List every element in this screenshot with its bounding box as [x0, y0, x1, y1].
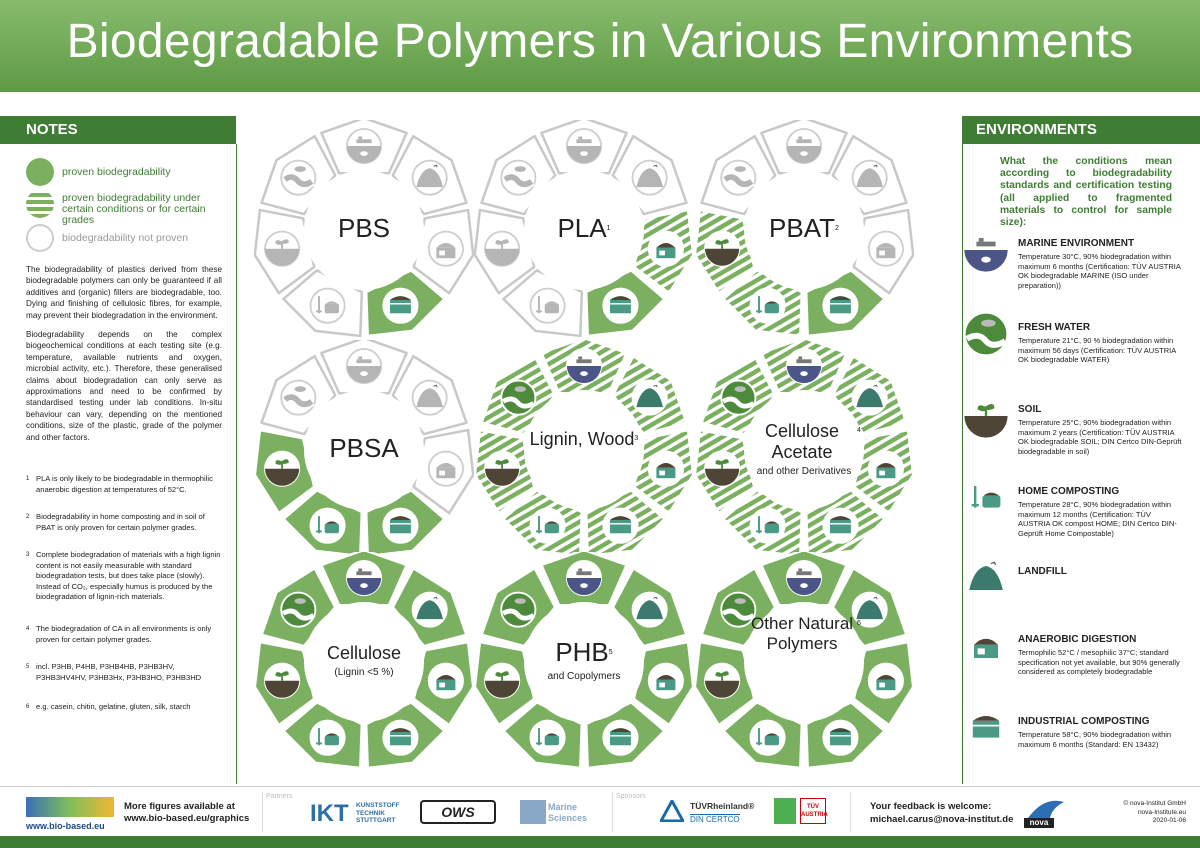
fresh-icon	[721, 161, 755, 195]
nova-site: nova-Institute.eu	[1137, 808, 1186, 816]
polymer-label	[694, 614, 914, 653]
industrial-icon	[823, 289, 857, 323]
tuv-rheinland-text: TÜVRheinland®	[690, 801, 755, 811]
landfill-icon	[413, 161, 447, 195]
fresh-icon	[281, 593, 315, 627]
polymer-name: Cellulose	[326, 643, 402, 664]
marine-icon	[347, 561, 381, 595]
polymer-wheel-graphic	[474, 340, 694, 560]
footnote	[26, 550, 222, 603]
industrial-icon	[383, 289, 417, 323]
landfill-icon	[413, 381, 447, 415]
footnote-number: 2	[26, 514, 30, 520]
fresh-icon	[501, 381, 535, 415]
owsi-logo-text: OWS	[441, 804, 475, 820]
polymer-wheel-graphic	[694, 552, 914, 772]
bio-based-logo	[26, 797, 114, 817]
home-composting-icon	[962, 474, 1010, 522]
legend-proven-label: proven biodegradability	[62, 166, 171, 178]
date: 2020-01-06	[1152, 817, 1186, 824]
footnote-text: e.g. casein, chitin, gelatine, gluten, silk, starch	[36, 702, 191, 711]
polymer-name: PBAT	[769, 213, 836, 244]
anaerobic-icon	[869, 664, 903, 698]
polymer-label	[254, 434, 474, 464]
more-figures-label: More figures available at	[124, 801, 235, 812]
industrial-icon	[823, 721, 857, 755]
footnote-text: incl. P3HB, P4HB, P3HB4HB, P3HB3HV, P3HB3HV4HV, P3HB3Hx, P3HB3HO, P3HB3HD	[36, 662, 202, 682]
polymer-name: Lignin, Wood	[529, 429, 635, 450]
fresh-water-icon	[962, 310, 1010, 358]
page-title: Biodegradable Polymers in Various Environments	[66, 15, 1134, 68]
footnote-ref: 1	[606, 225, 611, 233]
home-icon	[310, 721, 344, 755]
landfill-icon	[853, 161, 887, 195]
footer-separator	[262, 792, 263, 832]
fresh-icon	[281, 381, 315, 415]
polymer-subtitle: and Copolymers	[547, 671, 621, 683]
environment-title: MARINE ENVIRONMENT	[1018, 238, 1135, 249]
fresh-icon	[281, 161, 315, 195]
footer-bar	[0, 836, 1200, 848]
not-proven-swatch-icon	[26, 224, 54, 252]
polymer-wheel	[694, 340, 914, 560]
environment-description: Temperature 58°C, 90% biodegradation within maximum 6 months (Standard: EN 13432)	[1018, 730, 1172, 749]
polymer-wheel	[694, 120, 914, 340]
partners-label: Partners	[266, 793, 293, 800]
polymer-label	[474, 638, 694, 683]
home-icon	[750, 289, 784, 323]
fresh-icon	[501, 593, 535, 627]
industrial-composting-icon	[962, 704, 1010, 752]
home-icon	[750, 509, 784, 543]
conditional-swatch-icon	[26, 190, 54, 218]
footnote-ref: 5	[608, 649, 613, 657]
landfill-icon	[413, 593, 447, 627]
environment-title: HOME COMPOSTING	[1018, 486, 1120, 497]
polymer-label	[694, 421, 914, 477]
feedback-label: Your feedback is welcome:	[870, 801, 992, 812]
hydra-logo-text: Marine Sciences	[548, 802, 588, 823]
ok-compost-logo	[774, 798, 796, 824]
notes-heading: NOTES	[0, 116, 236, 144]
landfill-icon	[633, 381, 667, 415]
footnote-number: 4	[26, 626, 30, 632]
copyright-block	[1123, 800, 1186, 826]
environment-title: FRESH WATER	[1018, 322, 1091, 333]
home-icon	[530, 289, 564, 323]
proven-swatch-icon	[26, 158, 54, 186]
environment-title: INDUSTRIAL COMPOSTING	[1018, 716, 1150, 727]
industrial-icon	[603, 721, 637, 755]
hydra-logo	[520, 800, 546, 824]
anaerobic-digestion-icon	[962, 622, 1010, 670]
footnote-number: 6	[26, 704, 30, 710]
home-icon	[310, 289, 344, 323]
notes-paragraph: The biodegradability of plastics derived from these biodegradable polymers can only be guaranteed if all additives and (organic) fillers are biodegradable, too. Dying and finishing of cellulosic fibres, for example, may prevent their biodegradation in the environment.	[26, 265, 222, 320]
polymer-name: PBSA	[329, 433, 399, 464]
soil-icon	[962, 392, 1010, 440]
marine-icon	[962, 226, 1010, 274]
home-icon	[750, 721, 784, 755]
footnote-text: Biodegradability in home composting and in soil of PBAT is only proven for certain polymer grades.	[36, 512, 205, 532]
ikt-logo	[310, 800, 406, 826]
polymer-name: PHB	[555, 637, 609, 668]
dincertco-text: DIN CERTCO	[690, 815, 740, 824]
marine-icon	[347, 349, 381, 383]
bio-based-link[interactable]: www.bio-based.eu	[26, 821, 105, 831]
environments-intro: What the conditions mean according to biodegradability standards and certification testing (all applied to fragmented materials to control for sample size):	[1000, 156, 1172, 229]
polymer-name: Other Natural Polymers	[751, 614, 854, 653]
polymer-wheel	[254, 120, 474, 340]
feedback-email-link[interactable]: michael.carus@nova-institut.de	[870, 814, 1014, 825]
marine-icon	[347, 129, 381, 163]
notes-paragraph: Biodegradability depends on the complex biogeochemical conditions at each testing site (e.g. temperature, available nutrients and oxygen, microbial activity, etc.). Therefore, these generalised claims about biodegradation can only serve as approximations and need to be confirmed by standardised testing under lab conditions. In-situ behaviour can vary, depending on the mentioned conditions, size of the plastic, grade of the polymer and other factors.	[26, 330, 222, 442]
tuv-triangle-icon	[660, 800, 684, 822]
marine-icon	[567, 129, 601, 163]
polymer-label	[254, 214, 474, 244]
footnote-text: The biodegradation of CA in all environments is only proven for certain polymer grades.	[36, 624, 212, 644]
footnote-text: PLA is only likely to be biodegradable in thermophilic anaerobic digestion at temperatures of 52°C.	[36, 474, 213, 494]
fresh-icon	[721, 381, 755, 415]
fresh-icon	[501, 161, 535, 195]
legend-not-proven-label: biodegradability not proven	[62, 232, 189, 244]
environment-description: Temperature 21°C, 90 % biodegradation within maximum 56 days (Certification: TÜV AUSTRIA OK biodegradable WATER)	[1018, 336, 1176, 365]
nova-logo-text: nova	[1024, 818, 1054, 828]
polymer-wheel	[474, 552, 694, 772]
polymer-wheel	[474, 340, 694, 560]
footnote-number: 5	[26, 664, 30, 670]
marine-icon	[567, 561, 601, 595]
footnote	[26, 662, 222, 683]
footnote	[26, 474, 222, 495]
environment-title: ANAEROBIC DIGESTION	[1018, 634, 1137, 645]
footnote-ref: 3	[634, 435, 639, 443]
footer-divider	[0, 786, 1200, 787]
title-banner	[0, 0, 1200, 92]
footnote-number: 3	[26, 552, 30, 558]
marine-icon	[787, 349, 821, 383]
landfill-icon	[633, 593, 667, 627]
polymer-wheel	[254, 552, 474, 772]
landfill-icon	[853, 381, 887, 415]
footnote	[26, 512, 222, 533]
anaerobic-icon	[649, 452, 683, 486]
footnote	[26, 624, 222, 645]
home-icon	[530, 509, 564, 543]
notes-body	[26, 264, 222, 451]
environment-title: LANDFILL	[1018, 566, 1067, 577]
copyright: © nova-Institut GmbH	[1123, 800, 1186, 807]
polymer-name: PBS	[337, 213, 391, 244]
industrial-icon	[383, 721, 417, 755]
environment-description: Termophilic 52°C / mesophilic 37°C; standard specification not yet available, but 90% generally considered as completely biodegradable	[1018, 648, 1180, 677]
graphics-link[interactable]: www.bio-based.eu/graphics	[124, 813, 250, 824]
marine-icon	[567, 349, 601, 383]
footnote-number: 1	[26, 476, 30, 482]
soil-icon	[485, 452, 519, 486]
environment-description: Temperature 25°C, 90% biodegradation within maximum 2 years (Certification: TÜV AUSTRIA OK biodegradable SOIL; DIN Certco DIN-Geprüft biodegradable in soil)	[1018, 418, 1182, 456]
marine-icon	[787, 129, 821, 163]
soil-icon	[705, 664, 739, 698]
industrial-icon	[603, 289, 637, 323]
environments-heading: ENVIRONMENTS	[962, 116, 1200, 144]
industrial-icon	[383, 509, 417, 543]
polymer-wheel	[474, 120, 694, 340]
polymer-subtitle: and other Derivatives	[756, 465, 852, 477]
tuv-austria-logo	[800, 798, 826, 824]
footnote-text: Complete biodegradation of materials with a high lignin content is not easily measurable with standard biodegradation tests, but does take place (slowly). Instead of CO₂, especially humus is produced by the biodegradation of lignin-rich materials.	[36, 550, 221, 602]
polymer-label	[254, 643, 474, 679]
sponsors-label: Sponsors	[616, 793, 646, 800]
legend-conditional-label: proven biodegradability under certain conditions or for certain grades	[62, 192, 206, 226]
marine-icon	[787, 561, 821, 595]
environment-description: Temperature 30°C, 90% biodegradation within maximum 6 months (Certification: TÜV AUSTRIA OK biodegradable MARINE (ISO under preparation))	[1018, 252, 1181, 290]
ikt-logo-subtext: KUNSTSTOFF TECHNIK STUTTGART	[356, 802, 400, 824]
footer-separator	[850, 792, 851, 832]
footer-separator	[612, 792, 613, 832]
ikt-logo-text: IKT	[310, 800, 349, 827]
landfill-icon	[962, 554, 1010, 602]
polymer-wheel	[254, 340, 474, 560]
tuv-rheinland-logo	[660, 800, 684, 822]
polymer-wheel	[694, 552, 914, 772]
owsi-logo	[420, 800, 496, 824]
notes-divider	[236, 144, 237, 784]
polymer-name: Cellulose Acetate	[765, 421, 840, 462]
environment-description: Temperature 28°C, 90% biodegradation within maximum 12 months (Certification: TÜV AUSTRIA OK compost HOME; DIN Certco DIN-Geprüft Home Compostable)	[1018, 500, 1177, 538]
footnote-ref: 2	[835, 225, 839, 233]
polymer-label	[474, 429, 694, 450]
industrial-icon	[823, 509, 857, 543]
polymer-label	[474, 214, 694, 244]
landfill-icon	[633, 161, 667, 195]
tuv-austria-text: TÜV AUSTRIA	[801, 804, 828, 818]
polymer-name: PLA	[557, 213, 607, 244]
home-icon	[530, 721, 564, 755]
home-icon	[310, 509, 344, 543]
industrial-icon	[603, 509, 637, 543]
polymer-label	[694, 214, 914, 244]
environment-title: SOIL	[1018, 404, 1042, 415]
footnote-ref: 6	[857, 620, 861, 627]
footnote-ref: 4	[857, 427, 861, 435]
footnote	[26, 702, 222, 713]
polymer-subtitle: (Lignin <5 %)	[334, 666, 394, 678]
